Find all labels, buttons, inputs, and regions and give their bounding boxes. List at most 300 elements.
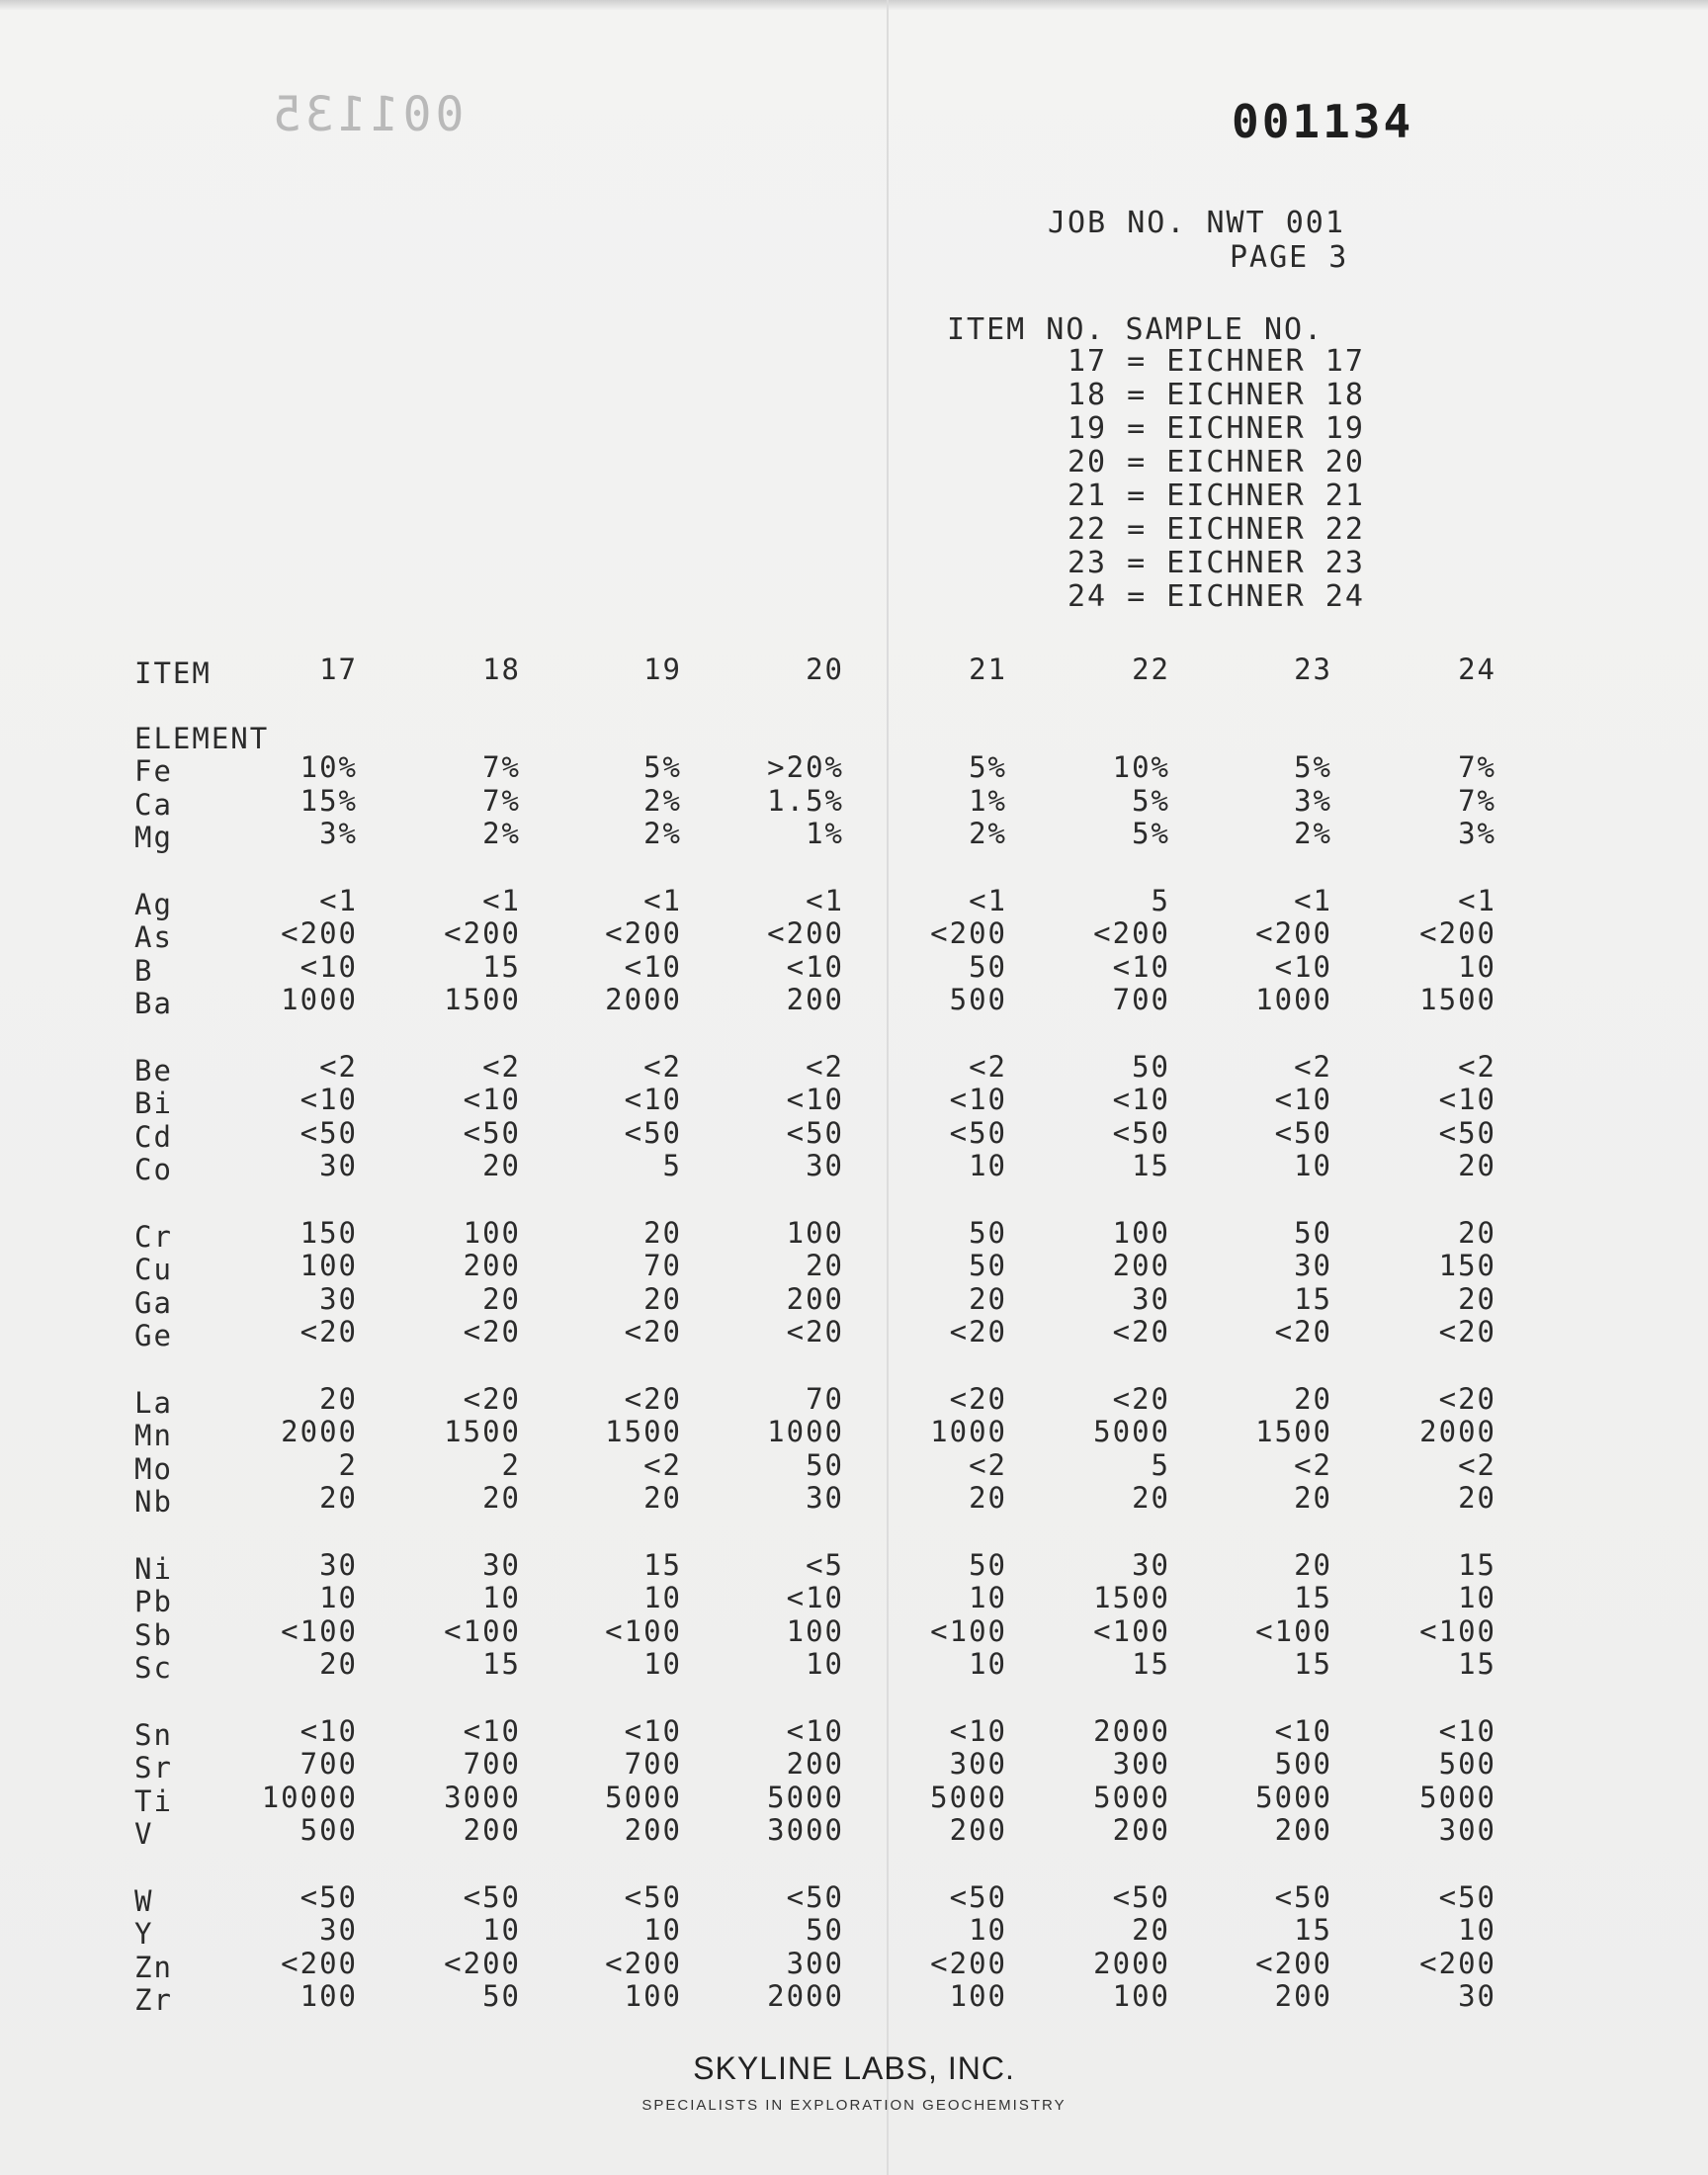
- table-cell: 3%: [1294, 783, 1332, 818]
- table-cell: 200: [1112, 1249, 1170, 1282]
- table-cell: 20: [643, 1215, 682, 1250]
- table-cell: 5000: [1093, 1780, 1170, 1814]
- table-cell: 300: [1112, 1747, 1170, 1781]
- table-cell: <20: [624, 1315, 682, 1348]
- sample-line: 22 = EICHNER 22: [1068, 512, 1365, 547]
- element-symbol: B: [134, 953, 154, 988]
- table-cell: <50: [949, 1879, 1007, 1914]
- table-cell: 30: [319, 1149, 358, 1182]
- table-cell: 5000: [1419, 1780, 1496, 1814]
- table-cell: >20%: [767, 750, 844, 784]
- table-cell: <20: [463, 1315, 521, 1348]
- table-cell: <200: [444, 916, 521, 950]
- table-cell: 10: [1294, 1149, 1332, 1182]
- table-cell: 1.5%: [767, 783, 844, 818]
- table-cell: 1%: [806, 817, 844, 850]
- table-cell: 3%: [1458, 817, 1496, 850]
- item-label: ITEM: [134, 656, 212, 690]
- table-cell: 5000: [767, 1780, 844, 1814]
- table-cell: 5000: [605, 1780, 682, 1814]
- table-cell: 200: [463, 1813, 521, 1847]
- table-cell: <10: [299, 1083, 358, 1116]
- table-cell: 300: [786, 1946, 844, 1980]
- table-cell: <20: [299, 1315, 358, 1348]
- table-cell: 50: [1132, 1049, 1170, 1084]
- table-cell: 20: [1458, 1281, 1496, 1316]
- table-cell: <10: [463, 1713, 521, 1748]
- table-cell: <200: [281, 1946, 358, 1980]
- table-cell: 2%: [969, 817, 1007, 850]
- table-cell: 7%: [1458, 783, 1496, 818]
- table-cell: 2: [338, 1447, 358, 1482]
- table-cell: 20: [643, 1281, 682, 1316]
- table-cell: <10: [1438, 1083, 1496, 1116]
- table-cell: <50: [786, 1879, 844, 1914]
- table-cell: <2: [806, 1049, 844, 1084]
- table-cell: <1: [806, 883, 844, 917]
- table-cell: <2: [1294, 1447, 1332, 1482]
- table-cell: 5%: [643, 750, 682, 784]
- table-cell: <100: [281, 1613, 358, 1648]
- table-cell: 100: [1112, 1215, 1170, 1250]
- table-cell: <10: [1112, 1083, 1170, 1116]
- element-symbol: Sb: [134, 1617, 173, 1652]
- table-cell: 20: [969, 1481, 1007, 1515]
- table-cell: <1: [1294, 883, 1332, 917]
- table-cell: 1000: [930, 1415, 1007, 1448]
- table-cell: <50: [624, 1115, 682, 1150]
- element-symbol: Ni: [134, 1551, 173, 1586]
- table-cell: 20: [806, 1249, 844, 1282]
- table-cell: 700: [463, 1747, 521, 1781]
- table-cell: <10: [624, 1083, 682, 1116]
- table-cell: 50: [806, 1913, 844, 1947]
- table-cell: 5%: [1132, 783, 1170, 818]
- table-cell: 100: [1112, 1979, 1170, 2013]
- table-cell: <10: [786, 1581, 844, 1614]
- table-cell: 5000: [930, 1780, 1007, 1814]
- table-cell: <200: [1419, 916, 1496, 950]
- table-cell: <1: [1458, 883, 1496, 917]
- table-cell: <2: [319, 1049, 358, 1084]
- element-symbol: Ga: [134, 1285, 173, 1320]
- element-symbol: Cu: [134, 1253, 173, 1286]
- company-name: SKYLINE LABS, INC.: [693, 2050, 1015, 2086]
- table-cell: 7%: [1458, 750, 1496, 784]
- element-symbol: Bi: [134, 1087, 173, 1120]
- table-cell: 10: [643, 1913, 682, 1947]
- table-cell: 10: [969, 1913, 1007, 1947]
- table-cell: 300: [1438, 1813, 1496, 1847]
- table-cell: <100: [444, 1613, 521, 1648]
- table-cell: 1500: [1255, 1415, 1332, 1448]
- table-cell: 10: [1458, 1581, 1496, 1614]
- table-cell: 500: [949, 983, 1007, 1016]
- table-cell: 50: [969, 949, 1007, 984]
- table-cell: <2: [1294, 1049, 1332, 1084]
- table-cell: 50: [969, 1547, 1007, 1582]
- table-cell: 2000: [1419, 1415, 1496, 1448]
- item-column-header: 19: [643, 652, 682, 686]
- table-cell: 20: [482, 1281, 521, 1316]
- table-cell: 30: [806, 1481, 844, 1515]
- table-cell: 10%: [299, 750, 358, 784]
- table-cell: 200: [786, 1747, 844, 1781]
- table-cell: <10: [786, 949, 844, 984]
- table-cell: 5%: [1294, 750, 1332, 784]
- table-cell: 50: [806, 1447, 844, 1482]
- sample-line: 21 = EICHNER 21: [1068, 478, 1365, 513]
- table-cell: <5: [806, 1547, 844, 1582]
- page-top-edge: [0, 0, 1708, 10]
- mirrored-bleed-through-stamp: 001135: [269, 87, 465, 142]
- table-cell: <50: [1438, 1115, 1496, 1150]
- table-cell: 100: [299, 1249, 358, 1282]
- table-cell: 5: [1151, 1447, 1170, 1482]
- element-symbol: Fe: [134, 754, 173, 788]
- job-number: JOB NO. NWT 001: [1048, 206, 1345, 240]
- table-cell: <100: [1419, 1613, 1496, 1648]
- table-cell: 100: [624, 1979, 682, 2013]
- table-cell: 15: [1458, 1547, 1496, 1582]
- sample-list-header: ITEM NO. SAMPLE NO.: [947, 312, 1324, 347]
- page-number: PAGE 3: [1230, 240, 1349, 275]
- table-cell: <200: [281, 916, 358, 950]
- table-cell: 200: [949, 1813, 1007, 1847]
- table-cell: 1000: [767, 1415, 844, 1448]
- table-cell: <10: [1274, 949, 1332, 984]
- element-symbol: Y: [134, 1917, 154, 1951]
- table-cell: 2: [501, 1447, 521, 1482]
- sample-line: 23 = EICHNER 23: [1068, 546, 1365, 580]
- table-cell: 5000: [1255, 1780, 1332, 1814]
- table-cell: 200: [624, 1813, 682, 1847]
- table-cell: 20: [1132, 1913, 1170, 1947]
- table-cell: <10: [1438, 1713, 1496, 1748]
- sample-line: 18 = EICHNER 18: [1068, 378, 1365, 412]
- table-cell: 20: [1458, 1149, 1496, 1182]
- table-cell: <10: [1274, 1713, 1332, 1748]
- table-cell: 30: [1132, 1547, 1170, 1582]
- table-cell: <50: [463, 1115, 521, 1150]
- table-cell: 30: [319, 1281, 358, 1316]
- table-cell: 15: [1294, 1913, 1332, 1947]
- table-cell: 15%: [299, 783, 358, 818]
- table-cell: <50: [1438, 1879, 1496, 1914]
- table-cell: <50: [463, 1879, 521, 1914]
- element-symbol: Sn: [134, 1717, 173, 1752]
- element-symbol: Cd: [134, 1119, 173, 1154]
- table-cell: 200: [1112, 1813, 1170, 1847]
- table-cell: <20: [949, 1315, 1007, 1348]
- table-cell: <50: [786, 1115, 844, 1150]
- table-cell: 15: [482, 1647, 521, 1681]
- table-cell: <200: [605, 1946, 682, 1980]
- table-cell: <10: [463, 1083, 521, 1116]
- table-cell: <20: [1438, 1315, 1496, 1348]
- table-cell: 500: [299, 1813, 358, 1847]
- table-cell: 5%: [1132, 817, 1170, 850]
- table-cell: 10: [806, 1647, 844, 1681]
- table-cell: <10: [786, 1083, 844, 1116]
- table-cell: <10: [786, 1713, 844, 1748]
- table-cell: 200: [786, 1281, 844, 1316]
- element-symbol: Mg: [134, 821, 173, 854]
- table-cell: <2: [969, 1447, 1007, 1482]
- table-cell: 2000: [767, 1979, 844, 2013]
- table-cell: 10: [482, 1913, 521, 1947]
- table-cell: 50: [1294, 1215, 1332, 1250]
- table-cell: 20: [319, 1647, 358, 1681]
- table-cell: 700: [1112, 983, 1170, 1016]
- table-cell: <2: [1458, 1049, 1496, 1084]
- table-cell: <1: [319, 883, 358, 917]
- table-cell: <100: [1093, 1613, 1170, 1648]
- table-cell: 1500: [1419, 983, 1496, 1016]
- item-column-header: 23: [1294, 652, 1332, 686]
- table-cell: <50: [949, 1115, 1007, 1150]
- table-cell: 20: [1294, 1381, 1332, 1416]
- element-symbol: Sc: [134, 1651, 173, 1685]
- sample-line: 24 = EICHNER 24: [1068, 579, 1365, 614]
- table-cell: 20: [482, 1149, 521, 1182]
- table-cell: 700: [624, 1747, 682, 1781]
- table-cell: <10: [624, 949, 682, 984]
- table-cell: <50: [299, 1879, 358, 1914]
- table-cell: <100: [605, 1613, 682, 1648]
- element-symbol: Ba: [134, 987, 173, 1020]
- table-cell: <10: [299, 1713, 358, 1748]
- table-cell: 500: [1274, 1747, 1332, 1781]
- table-cell: 20: [1294, 1547, 1332, 1582]
- company-tagline: SPECIALISTS IN EXPLORATION GEOCHEMISTRY: [641, 2097, 1067, 2114]
- table-cell: 50: [482, 1979, 521, 2013]
- table-cell: 30: [806, 1149, 844, 1182]
- table-cell: <10: [1112, 949, 1170, 984]
- table-cell: 300: [949, 1747, 1007, 1781]
- table-cell: 100: [949, 1979, 1007, 2013]
- table-cell: <2: [482, 1049, 521, 1084]
- table-cell: 15: [1294, 1281, 1332, 1316]
- item-column-header: 24: [1458, 652, 1496, 686]
- table-cell: <20: [786, 1315, 844, 1348]
- table-cell: <10: [299, 949, 358, 984]
- table-cell: <200: [444, 1946, 521, 1980]
- table-cell: 1500: [1093, 1581, 1170, 1614]
- table-cell: 20: [319, 1481, 358, 1515]
- table-cell: 50: [969, 1249, 1007, 1282]
- table-cell: 30: [482, 1547, 521, 1582]
- table-cell: <10: [949, 1713, 1007, 1748]
- item-column-header: 20: [806, 652, 844, 686]
- table-cell: 30: [319, 1913, 358, 1947]
- table-cell: 200: [1274, 1813, 1332, 1847]
- table-cell: 20: [482, 1481, 521, 1515]
- table-cell: <200: [767, 916, 844, 950]
- table-cell: 20: [1132, 1481, 1170, 1515]
- item-column-header: 22: [1132, 652, 1170, 686]
- table-cell: 20: [1294, 1481, 1332, 1515]
- table-cell: 200: [786, 983, 844, 1016]
- table-cell: 20: [969, 1281, 1007, 1316]
- table-cell: 2000: [281, 1415, 358, 1448]
- table-cell: 2%: [643, 783, 682, 818]
- table-cell: <200: [930, 916, 1007, 950]
- table-cell: 15: [1294, 1647, 1332, 1681]
- table-cell: <2: [1458, 1447, 1496, 1482]
- table-cell: <100: [1255, 1613, 1332, 1648]
- table-cell: 7%: [482, 750, 521, 784]
- table-cell: 10000: [261, 1780, 358, 1814]
- element-symbol: Pb: [134, 1585, 173, 1618]
- table-cell: 30: [1294, 1249, 1332, 1282]
- sample-line: 19 = EICHNER 19: [1068, 411, 1365, 446]
- table-cell: 30: [319, 1547, 358, 1582]
- table-cell: <20: [1112, 1381, 1170, 1416]
- table-cell: 20: [1458, 1481, 1496, 1515]
- element-symbol: Be: [134, 1053, 173, 1088]
- table-cell: <20: [1438, 1381, 1496, 1416]
- table-cell: 1500: [444, 983, 521, 1016]
- element-symbol: V: [134, 1817, 154, 1851]
- table-cell: 70: [806, 1381, 844, 1416]
- element-label: ELEMENT: [134, 722, 270, 755]
- table-cell: 10: [482, 1581, 521, 1614]
- table-cell: 200: [463, 1249, 521, 1282]
- table-cell: 3%: [319, 817, 358, 850]
- table-cell: <200: [605, 916, 682, 950]
- table-cell: 7%: [482, 783, 521, 818]
- table-cell: 1000: [281, 983, 358, 1016]
- table-cell: 15: [1458, 1647, 1496, 1681]
- element-symbol: Ti: [134, 1784, 173, 1818]
- element-symbol: Zn: [134, 1950, 173, 1984]
- table-cell: 2%: [1294, 817, 1332, 850]
- element-symbol: Zr: [134, 1983, 173, 2017]
- table-cell: <200: [930, 1946, 1007, 1980]
- sample-list: [1068, 344, 1365, 613]
- element-symbol: Sr: [134, 1751, 173, 1784]
- item-column-header: 21: [969, 652, 1007, 686]
- table-cell: 20: [643, 1481, 682, 1515]
- element-symbol: W: [134, 1883, 154, 1918]
- table-cell: 150: [299, 1215, 358, 1250]
- table-cell: 1500: [605, 1415, 682, 1448]
- table-cell: 100: [463, 1215, 521, 1250]
- element-symbol: Cr: [134, 1219, 173, 1254]
- table-cell: 1000: [1255, 983, 1332, 1016]
- sample-line: 20 = EICHNER 20: [1068, 445, 1365, 479]
- table-cell: 2000: [1093, 1946, 1170, 1980]
- table-cell: <50: [1112, 1879, 1170, 1914]
- table-cell: 3000: [444, 1780, 521, 1814]
- table-cell: <1: [969, 883, 1007, 917]
- table-cell: 15: [643, 1547, 682, 1582]
- table-cell: 5%: [969, 750, 1007, 784]
- element-symbol: Ge: [134, 1319, 173, 1352]
- table-cell: <200: [1419, 1946, 1496, 1980]
- element-symbol: Co: [134, 1153, 173, 1186]
- table-cell: 30: [1132, 1281, 1170, 1316]
- table-cell: <1: [482, 883, 521, 917]
- table-cell: <2: [643, 1049, 682, 1084]
- table-cell: 2000: [605, 983, 682, 1016]
- table-cell: 700: [299, 1747, 358, 1781]
- table-cell: 100: [299, 1979, 358, 2013]
- table-cell: 10: [1458, 1913, 1496, 1947]
- table-cell: <200: [1255, 1946, 1332, 1980]
- table-cell: 30: [1458, 1979, 1496, 2013]
- table-cell: 200: [1274, 1979, 1332, 2013]
- table-cell: <20: [1112, 1315, 1170, 1348]
- table-cell: 15: [1294, 1581, 1332, 1614]
- element-symbol: Nb: [134, 1485, 173, 1519]
- element-symbol: Ag: [134, 887, 173, 921]
- table-cell: <10: [949, 1083, 1007, 1116]
- table-cell: 3000: [767, 1813, 844, 1847]
- element-symbol: As: [134, 920, 173, 954]
- table-cell: <50: [1112, 1115, 1170, 1150]
- sample-line: 17 = EICHNER 17: [1068, 344, 1365, 379]
- table-cell: <2: [969, 1049, 1007, 1084]
- table-cell: <100: [930, 1613, 1007, 1648]
- table-cell: <1: [643, 883, 682, 917]
- table-cell: 10: [643, 1581, 682, 1614]
- table-cell: <20: [949, 1381, 1007, 1416]
- table-cell: 10: [969, 1647, 1007, 1681]
- table-cell: 1%: [969, 783, 1007, 818]
- table-cell: <20: [1274, 1315, 1332, 1348]
- table-cell: <20: [624, 1381, 682, 1416]
- table-cell: 10: [1458, 949, 1496, 984]
- table-cell: <50: [299, 1115, 358, 1150]
- table-cell: <50: [1274, 1115, 1332, 1150]
- table-cell: 10: [643, 1647, 682, 1681]
- element-symbol: Mo: [134, 1451, 173, 1486]
- table-cell: <50: [1274, 1879, 1332, 1914]
- table-cell: <200: [1255, 916, 1332, 950]
- table-cell: 2%: [482, 817, 521, 850]
- table-cell: <20: [463, 1381, 521, 1416]
- table-cell: 100: [786, 1215, 844, 1250]
- table-cell: <10: [1274, 1083, 1332, 1116]
- table-cell: 20: [319, 1381, 358, 1416]
- document-number-stamp: 001134: [1232, 95, 1414, 148]
- table-cell: <200: [1093, 916, 1170, 950]
- table-cell: 15: [1132, 1149, 1170, 1182]
- table-cell: 15: [482, 949, 521, 984]
- table-cell: <50: [624, 1879, 682, 1914]
- element-symbol: Mn: [134, 1419, 173, 1452]
- table-cell: <10: [624, 1713, 682, 1748]
- table-cell: 5000: [1093, 1415, 1170, 1448]
- table-cell: 10: [969, 1581, 1007, 1614]
- table-cell: 5: [1151, 883, 1170, 917]
- table-cell: <2: [643, 1447, 682, 1482]
- table-cell: 2%: [643, 817, 682, 850]
- table-cell: 10: [969, 1149, 1007, 1182]
- element-symbol: La: [134, 1385, 173, 1420]
- item-column-header: 18: [482, 652, 521, 686]
- table-cell: 10%: [1112, 750, 1170, 784]
- item-column-header: 17: [319, 652, 358, 686]
- table-cell: 150: [1438, 1249, 1496, 1282]
- table-cell: 500: [1438, 1747, 1496, 1781]
- table-cell: 15: [1132, 1647, 1170, 1681]
- table-cell: 2000: [1093, 1713, 1170, 1748]
- element-symbol: Ca: [134, 787, 173, 822]
- table-cell: 20: [1458, 1215, 1496, 1250]
